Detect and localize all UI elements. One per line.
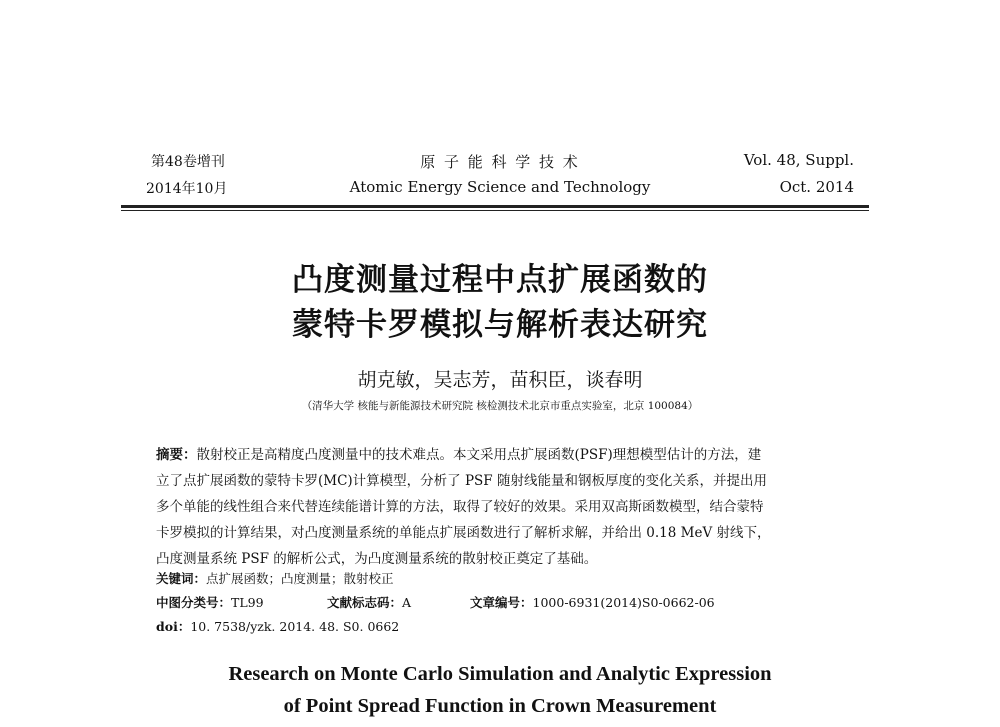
doi-value: 10. 7538/yzk. 2014. 48. S0. 0662 <box>190 619 400 634</box>
abstract-line-4: 卡罗模拟的计算结果，对凸度测量系统的单能点扩展函数进行了解析求解，并给出 0.18 MeV 射线下， <box>156 525 771 541</box>
doc-code-label: 文献标志码： <box>327 595 403 610</box>
document-code <box>327 593 411 611</box>
article-no-value: 1000-6931(2014)S0-0662-06 <box>532 595 715 610</box>
title-en-line-1: Research on Monte Carlo Simulation and Analytic Expression <box>228 663 772 685</box>
volume-cn: 第48卷增刊 <box>151 154 225 170</box>
abstract-label: 摘要： <box>156 447 197 463</box>
abstract-text-1: 散射校正是高精度凸度测量中的技术难点。本文采用点扩展函数(PSF)理想模型估计的方法，建 <box>196 447 762 463</box>
clc-label: 中图分类号： <box>156 595 232 610</box>
abstract-line-5: 凸度测量系统 PSF 的解析公式，为凸度测量系统的散射校正奠定了基础。 <box>156 551 598 567</box>
keywords-value: 点扩展函数；凸度测量；散射校正 <box>206 571 394 586</box>
title-cn-line-2: 蒙特卡罗模拟与解析表达研究 <box>292 307 708 343</box>
keywords-label: 关键词： <box>156 571 207 586</box>
header-rule-thin <box>121 210 869 211</box>
doi-label: doi： <box>156 619 191 634</box>
keywords <box>156 569 394 587</box>
clc-value: TL99 <box>231 595 264 610</box>
authors: 胡克敏，吴志芳，苗积臣，谈春明 <box>357 369 643 391</box>
abstract-line-1 <box>156 443 761 463</box>
abstract-line-2: 立了点扩展函数的蒙特卡罗(MC)计算模型，分析了 PSF 随射线能量和钢板厚度的变化关系，并提出用 <box>156 473 767 489</box>
date-en: Oct. 2014 <box>779 178 854 196</box>
header-rule-thick <box>121 205 869 208</box>
journal-name-en: Atomic Energy Science and Technology <box>349 178 651 196</box>
article-number <box>470 593 715 611</box>
title-en-line-2: of Point Spread Function in Crown Measurement <box>283 695 717 717</box>
doi <box>156 617 399 635</box>
article-no-label: 文章编号： <box>470 595 533 610</box>
clc-number <box>156 593 264 611</box>
abstract-line-3: 多个单能的线性组合来代替连续能谱计算的方法，取得了较好的效果。采用双高斯函数模型，结合蒙特 <box>156 499 764 515</box>
title-cn-line-1: 凸度测量过程中点扩展函数的 <box>292 262 708 298</box>
affiliation: （清华大学 核能与新能源技术研究院 核检测技术北京市重点实验室，北京 100084） <box>301 400 699 412</box>
date-cn: 2014年10月 <box>146 181 228 197</box>
volume-en: Vol. 48, Suppl. <box>743 151 854 169</box>
doc-code-value: A <box>402 595 412 610</box>
journal-name-cn: 原 子 能 科 学 技 术 <box>420 153 580 171</box>
